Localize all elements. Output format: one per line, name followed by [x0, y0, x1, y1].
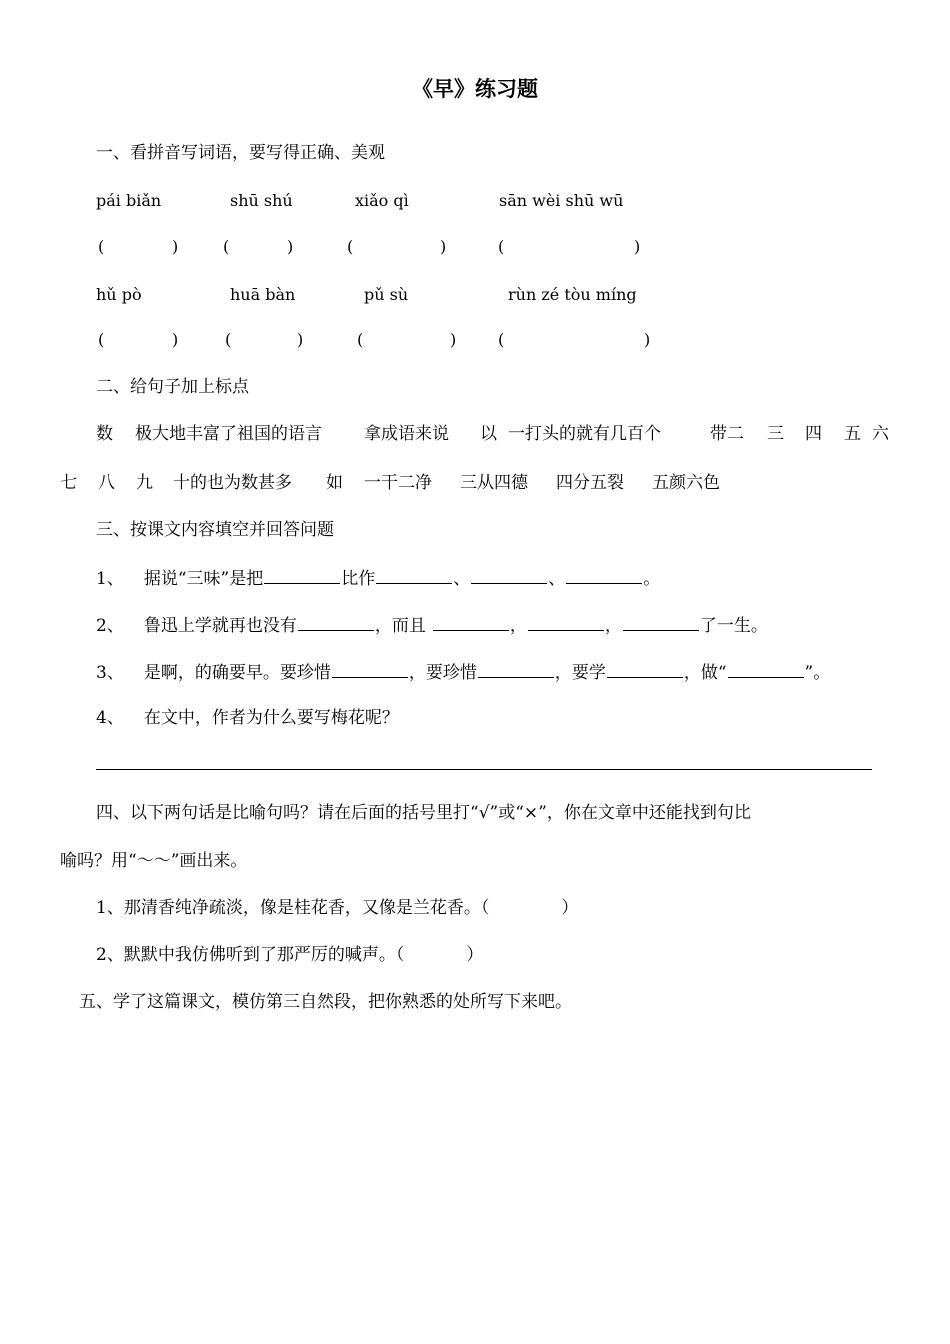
punctuation-word: 九	[136, 473, 153, 493]
punctuation-word: 四	[805, 424, 822, 444]
fill-blank[interactable]	[607, 660, 683, 678]
answer-box-3-open: (	[347, 237, 354, 256]
pinyin-pu-su: pǔ sù	[364, 285, 409, 304]
question-2: 2、 鲁迅上学就再也没有 ，而且 ， ， 了一生。	[96, 613, 768, 637]
punctuation-word: 三	[767, 424, 784, 444]
fill-blank[interactable]	[471, 566, 547, 584]
pinyin-san-wei-shu-wu: sān wèi shū wū	[499, 191, 624, 210]
pinyin-hu-po: hǔ pò	[96, 285, 142, 304]
punctuation-word: 十的也为数甚多	[173, 473, 292, 493]
fill-blank[interactable]	[478, 660, 554, 678]
pinyin-shu-shu: shū shú	[230, 191, 293, 210]
answer-box-1-close: )	[172, 237, 179, 256]
punctuation-word: 拿成语来说	[364, 424, 449, 444]
question-3: 3、 是啊，的确要早。要珍惜 ，要珍惜 ，要学 ，做“ ”。	[96, 660, 830, 684]
fill-blank[interactable]	[433, 613, 509, 631]
question-number: 4、	[96, 708, 124, 728]
fill-blank[interactable]	[376, 566, 452, 584]
fill-blank[interactable]	[566, 566, 642, 584]
question-1: 1、 据说“三味”是把 比作 、 、 。	[96, 566, 660, 590]
punctuation-word: 五	[844, 424, 861, 444]
question-number: 3、	[96, 663, 124, 683]
answer-box-8-close: )	[644, 330, 651, 349]
answer-box-3-close: )	[440, 237, 447, 256]
punctuation-word: 五颜六色	[652, 473, 720, 493]
fill-blank[interactable]	[298, 613, 374, 631]
answer-box-2-close: )	[287, 237, 294, 256]
page-title: 《早》练习题	[412, 76, 538, 101]
fill-blank[interactable]	[528, 613, 604, 631]
section-2-heading: 二、给句子加上标点	[96, 377, 249, 397]
answer-box-4-open: (	[498, 237, 505, 256]
pinyin-run-ze-tou-ming: rùn zé tòu míng	[508, 285, 637, 304]
question-number: 1、	[96, 569, 124, 589]
punctuation-word: 八	[98, 473, 115, 493]
section-5-heading: 五、学了这篇课文，模仿第三自然段，把你熟悉的处所写下来吧。	[79, 992, 572, 1012]
fill-blank[interactable]	[623, 613, 699, 631]
answer-line[interactable]	[96, 769, 872, 770]
punctuation-word: 六	[872, 424, 889, 444]
fill-blank[interactable]	[332, 660, 408, 678]
answer-box-8-open: (	[498, 330, 505, 349]
section-4-heading-cont: 喻吗？用“～～”画出来。	[60, 851, 248, 871]
answer-box-6-close: )	[297, 330, 304, 349]
question-number: 2、	[96, 616, 124, 636]
punctuation-word: 七	[60, 473, 77, 493]
punctuation-word: 带二	[710, 424, 744, 444]
section-1-heading: 一、看拼音写词语，要写得正确、美观	[96, 143, 385, 163]
pinyin-xiao-qi: xiǎo qì	[355, 191, 409, 210]
answer-box-5-open: (	[98, 330, 105, 349]
answer-box-7-open: (	[357, 330, 364, 349]
pinyin-pai-bian: pái biǎn	[96, 191, 162, 210]
punctuation-word: 三从四德	[460, 473, 528, 493]
punctuation-word: 以	[480, 424, 497, 444]
question-4: 4、 在文中，作者为什么要写梅花呢？	[96, 708, 399, 728]
answer-box-4-close: )	[634, 237, 641, 256]
answer-box-7-close: )	[450, 330, 457, 349]
section-3-heading: 三、按课文内容填空并回答问题	[96, 520, 334, 540]
pinyin-hua-ban: huā bàn	[230, 285, 296, 304]
section-4-heading: 四、以下两句话是比喻句吗？请在后面的括号里打“√”或“×”，你在文章中还能找到句比	[96, 803, 751, 823]
answer-box-5-close: )	[172, 330, 179, 349]
fill-blank[interactable]	[728, 660, 804, 678]
simile-item-2: 2、默默中我仿佛听到了那严厉的喊声。（ ）	[96, 945, 484, 965]
punctuation-word: 极大地丰富了祖国的语言	[135, 424, 322, 444]
punctuation-word: 数	[96, 424, 113, 444]
punctuation-word: 四分五裂	[556, 473, 624, 493]
punctuation-word: 一干二净	[364, 473, 432, 493]
fill-blank[interactable]	[264, 566, 340, 584]
simile-item-1: 1、那清香纯净疏淡，像是桂花香，又像是兰花香。（ ）	[96, 898, 579, 918]
answer-box-1-open: (	[98, 237, 105, 256]
punctuation-word: 如	[326, 473, 343, 493]
answer-box-6-open: (	[225, 330, 232, 349]
punctuation-word: 一打头的就有几百个	[508, 424, 661, 444]
answer-box-2-open: (	[223, 237, 230, 256]
